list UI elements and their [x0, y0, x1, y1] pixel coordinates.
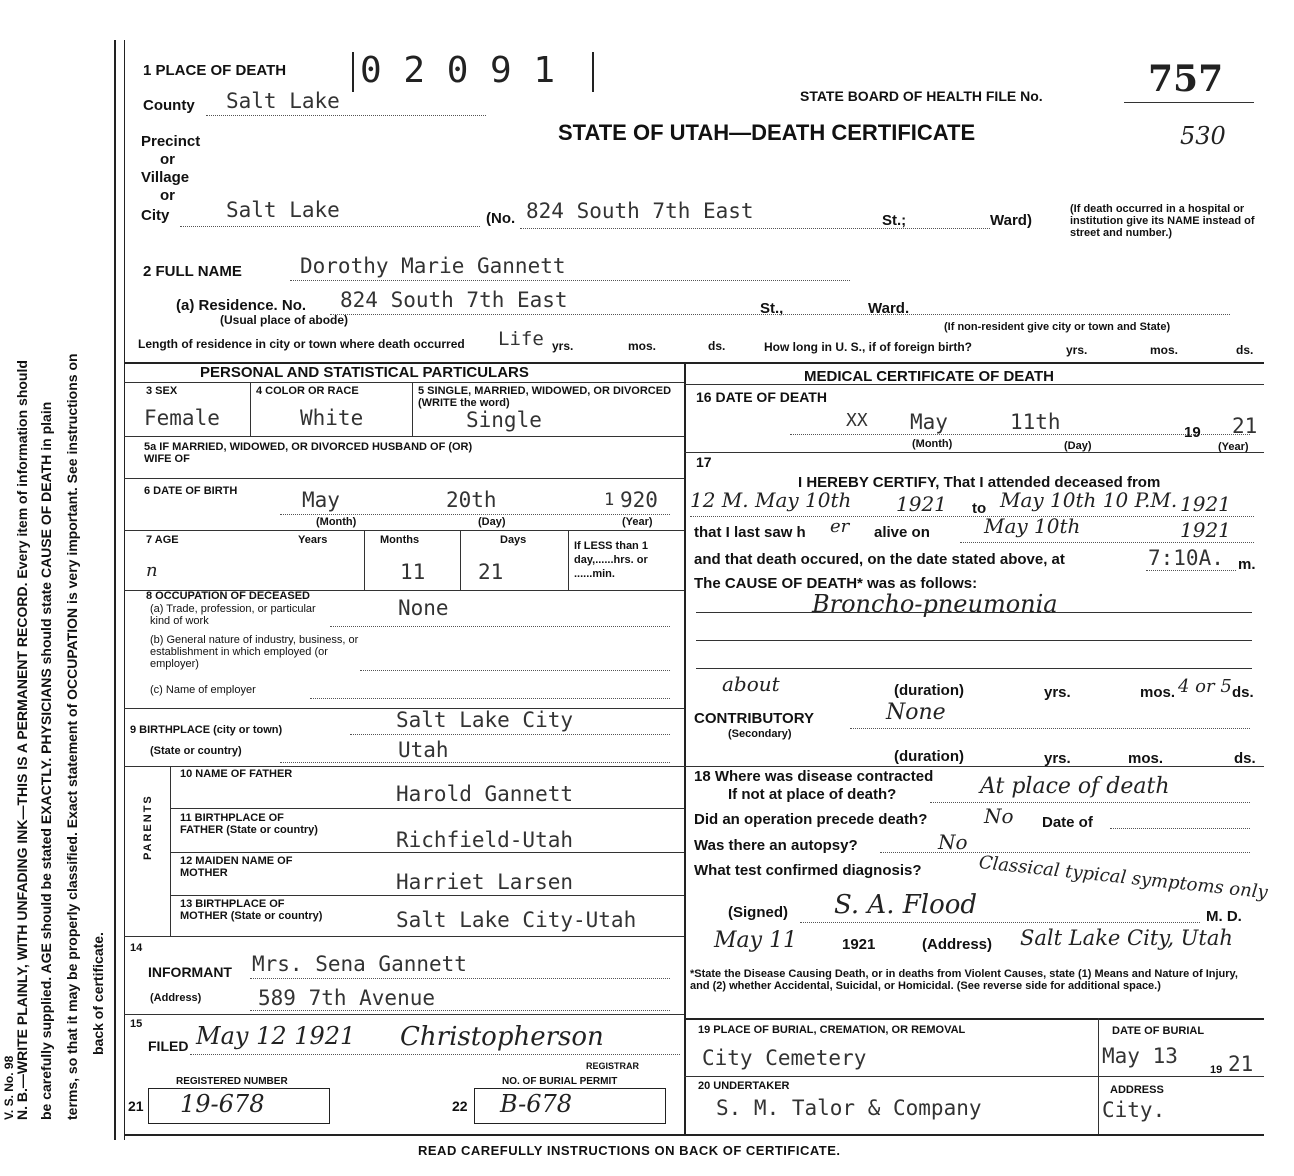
- item-17-number: 17: [696, 454, 712, 470]
- sex-value: Female: [144, 406, 220, 430]
- precinct-label: Precinct: [141, 133, 201, 150]
- informant-label: INFORMANT: [148, 964, 232, 980]
- duration-yrs: yrs.: [1044, 684, 1071, 701]
- length-of-residence-label: Length of residence in city or town where death occurred: [138, 337, 465, 351]
- less-than-label: If LESS than 1 day,......hrs. or ......min.: [574, 540, 648, 580]
- age-months-value: 11: [400, 560, 426, 584]
- undertaker-address-value: City.: [1102, 1098, 1166, 1122]
- undertaker-label: 20 UNDERTAKER: [698, 1080, 790, 1092]
- autopsy-value: No: [938, 830, 968, 854]
- state-file-label: STATE BOARD OF HEALTH FILE No.: [800, 88, 1043, 104]
- attended-from-year: 1921: [896, 492, 947, 516]
- operation-value: No: [984, 804, 1014, 828]
- filed-label: FILED: [148, 1038, 189, 1054]
- occupation-a-label: (a) Trade, profession, or particular kind of work: [150, 603, 316, 627]
- dod-year-caption: (Year): [1218, 441, 1249, 453]
- secondary-label: (Secondary): [728, 728, 792, 740]
- medical-heading: MEDICAL CERTIFICATE OF DEATH: [804, 368, 1054, 385]
- burial-year-prefix: 19: [1210, 1064, 1223, 1076]
- date-of-death-month: May: [910, 410, 948, 434]
- city-value: Salt Lake: [226, 198, 340, 222]
- residence-ward-label: Ward.: [868, 300, 910, 317]
- age-months-label: Months: [380, 534, 420, 546]
- certificate-title: STATE OF UTAH—DEATH CERTIFICATE: [558, 120, 976, 145]
- contracted-question-b: If not at place of death?: [728, 786, 897, 803]
- diagnosis-test-value: Classical typical symptoms only: [977, 852, 1269, 904]
- physician-address-label: (Address): [922, 936, 993, 953]
- margin-instruction-2: be carefully supplied. AGE should be stated EXACTLY. PHYSICIANS should state CAUSE OF DEATH in plain: [38, 401, 54, 1120]
- residence-value: 824 South 7th East: [340, 288, 568, 312]
- city-label: City: [141, 207, 170, 224]
- duration-days: 4 or 5: [1178, 676, 1232, 697]
- signed-label: (Signed): [728, 904, 788, 921]
- attended-to: May 10th 10 P.M.: [1000, 488, 1178, 512]
- length-ds: ds.: [708, 339, 726, 353]
- last-saw-pronoun: er: [830, 516, 850, 537]
- cause-of-death-value: Broncho-pneumonia: [812, 590, 1058, 618]
- margin-vs-number: V. S. No. 98: [2, 1055, 16, 1120]
- birthplace-label: 9 BIRTHPLACE (city or town): [130, 724, 283, 736]
- burial-date-label: DATE OF BURIAL: [1112, 1025, 1205, 1037]
- diagnosis-test-question: What test confirmed diagnosis?: [694, 862, 922, 879]
- last-saw-date: May 10th: [984, 514, 1081, 538]
- operation-question: Did an operation precede death?: [694, 811, 928, 828]
- informant-address-label: (Address): [150, 992, 202, 1004]
- duration-mos-2: mos.: [1128, 750, 1164, 767]
- street-label: St.;: [882, 212, 907, 229]
- autopsy-question: Was there an autopsy?: [694, 837, 858, 854]
- age-days-value: 21: [478, 560, 504, 584]
- occupation-c-label: (c) Name of employer: [150, 684, 256, 696]
- birthplace-state: Utah: [398, 738, 449, 762]
- duration-ds: ds.: [1232, 684, 1254, 701]
- certify-text: I HEREBY CERTIFY, That I attended deceased from: [798, 474, 1161, 491]
- dob-year-caption: (Year): [622, 516, 653, 528]
- father-name: Harold Gannett: [396, 782, 574, 806]
- informant-name: Mrs. Sena Gannett: [252, 952, 467, 976]
- footer-instructions: READ CAREFULLY INSTRUCTIONS ON BACK OF CERTIFICATE.: [418, 1143, 841, 1158]
- burial-permit-value: B-678: [500, 1090, 572, 1118]
- dob-day: 20th: [446, 488, 497, 512]
- date-of-death-year: 21: [1232, 414, 1258, 438]
- alive-on-label: alive on: [874, 524, 930, 541]
- residence-street-label: St.,: [760, 300, 784, 317]
- dob-label: 6 DATE OF BIRTH: [144, 485, 238, 497]
- color-value: White: [300, 406, 364, 430]
- death-time: 7:10A.: [1148, 546, 1224, 570]
- full-name-value: Dorothy Marie Gannett: [300, 254, 566, 278]
- cause-footnote: *State the Disease Causing Death, or in deaths from Violent Causes, state (1) Means and Nature of Injury, and (2) whether Accidental, Suicidal, or Homicidal. (See reverse side for additional space.): [690, 968, 1238, 992]
- occupation-value: None: [398, 596, 449, 620]
- signed-year: 1921: [842, 936, 876, 953]
- mother-name: Harriet Larsen: [396, 870, 574, 894]
- length-mos: mos.: [628, 339, 657, 353]
- age-days-label: Days: [500, 534, 527, 546]
- us-ds: ds.: [1236, 343, 1254, 357]
- birthplace-state-label: (State or country): [150, 745, 242, 757]
- attended-to-year: 1921: [1180, 492, 1231, 516]
- contributory-value: None: [886, 700, 946, 725]
- undertaker-value: S. M. Talor & Company: [716, 1096, 982, 1120]
- burial-permit-label: NO. OF BURIAL PERMIT: [502, 1076, 618, 1087]
- length-of-residence-value: Life: [498, 328, 544, 350]
- dod-day-caption: (Day): [1064, 440, 1092, 452]
- registrar-signature: Christopherson: [400, 1022, 604, 1052]
- duration-prefix: about: [722, 672, 780, 696]
- abode-note: (Usual place of abode): [220, 313, 349, 327]
- sex-label: 3 SEX: [146, 385, 178, 397]
- occupation-b-label: (b) General nature of industry, business, or establishment in which employed (or employer): [150, 634, 359, 670]
- duration-mos: mos.: [1140, 684, 1176, 701]
- attended-from: 12 M. May 10th: [690, 488, 852, 512]
- residence-label: (a) Residence. No.: [176, 297, 307, 314]
- duration-label: (duration): [894, 682, 964, 699]
- attended-to-label: to: [972, 500, 987, 517]
- burial-year-value: 21: [1228, 1052, 1254, 1076]
- dob-day-caption: (Day): [478, 516, 506, 528]
- burial-date-value: May 13: [1102, 1044, 1178, 1068]
- spouse-label: 5a IF MARRIED, WIDOWED, OR DIVORCED HUSBAND OF (OR) WIFE OF: [144, 441, 473, 465]
- age-label: 7 AGE: [146, 534, 179, 546]
- date-of-death-label: 16 DATE OF DEATH: [696, 389, 827, 405]
- father-birthplace-label: 11 BIRTHPLACE OF FATHER (State or country): [180, 812, 318, 836]
- us-yrs: yrs.: [1066, 343, 1088, 357]
- burial-place-label: 19 PLACE OF BURIAL, CREMATION, OR REMOVAL: [698, 1024, 966, 1036]
- father-name-label: 10 NAME OF FATHER: [180, 768, 293, 780]
- death-time-m: m.: [1238, 556, 1256, 573]
- death-occurred-text: and that death occured, on the date stated above, at: [694, 551, 1065, 568]
- age-years-label: Years: [298, 534, 328, 546]
- registered-number-prefix: 21: [128, 1098, 144, 1114]
- date-of-death-prefix: XX: [846, 410, 868, 431]
- date-of-death-day: 11th: [1010, 410, 1061, 434]
- cause-of-death-label: The CAUSE OF DEATH* was as follows:: [694, 575, 978, 592]
- father-birthplace: Richfield-Utah: [396, 828, 574, 852]
- mother-birthplace: Salt Lake City-Utah: [396, 908, 637, 932]
- contributory-label: CONTRIBUTORY: [694, 710, 814, 727]
- length-yrs: yrs.: [552, 339, 574, 353]
- margin-instruction-3: terms, so that it may be properly classified. Exact statement of OCCUPATION is very important. See instructions on: [64, 353, 80, 1120]
- full-name-label: 2 FULL NAME: [143, 263, 242, 280]
- last-saw-text: that I last saw h: [694, 524, 806, 541]
- county-label: County: [143, 97, 195, 114]
- informant-address: 589 7th Avenue: [258, 986, 436, 1010]
- personal-heading: PERSONAL AND STATISTICAL PARTICULARS: [200, 364, 529, 381]
- color-label: 4 COLOR OR RACE: [256, 385, 359, 397]
- certificate-serial-number: 0 2 0 9 1: [360, 50, 556, 91]
- margin-instruction-4: back of certificate.: [90, 932, 106, 1055]
- or-label-1: or: [160, 151, 175, 168]
- or-label-2: or: [160, 187, 175, 204]
- burial-place-value: City Cemetery: [702, 1046, 867, 1070]
- dob-month: May: [302, 488, 340, 512]
- contracted-question: 18 Where was disease contracted: [694, 768, 934, 785]
- marital-value: Single: [466, 408, 542, 432]
- state-file-number: 757: [1148, 58, 1224, 100]
- dob-year-prefix: 1: [604, 490, 615, 510]
- undertaker-address-label: ADDRESS: [1110, 1084, 1164, 1096]
- us-mos: mos.: [1150, 343, 1179, 357]
- street-number-label: (No.: [486, 210, 516, 227]
- us-residence-label: How long in U. S., if of foreign birth?: [764, 340, 972, 354]
- duration-yrs-2: yrs.: [1044, 750, 1071, 767]
- marital-label: 5 SINGLE, MARRIED, WIDOWED, OR DIVORCED (WRITE the word): [418, 385, 672, 409]
- burial-permit-prefix: 22: [452, 1098, 468, 1114]
- mother-birthplace-label: 13 BIRTHPLACE OF MOTHER (State or country): [180, 898, 323, 922]
- registrar-label: REGISTRAR: [586, 1061, 640, 1071]
- birthplace-city: Salt Lake City: [396, 708, 574, 732]
- county-value: Salt Lake: [226, 89, 340, 113]
- dob-month-caption: (Month): [316, 516, 357, 528]
- handwritten-number: 530: [1180, 122, 1226, 150]
- ward-label: Ward): [990, 212, 1032, 229]
- filed-date: May 12 1921: [196, 1022, 356, 1050]
- duration-label-2: (duration): [894, 748, 964, 765]
- occupation-label: 8 OCCUPATION OF DECEASED: [146, 590, 310, 602]
- contracted-value: At place of death: [980, 774, 1170, 799]
- date-of-death-year-prefix: 19: [1184, 424, 1201, 441]
- registered-number-value: 19-678: [180, 1090, 265, 1118]
- place-of-death-label: 1 PLACE OF DEATH: [143, 62, 287, 79]
- physician-signature: S. A. Flood: [834, 890, 978, 920]
- dob-year: 920: [620, 488, 658, 512]
- place-address-value: 824 South 7th East: [526, 199, 754, 223]
- md-label: M. D.: [1206, 908, 1242, 925]
- informant-number: 14: [130, 942, 143, 954]
- last-saw-year: 1921: [1180, 518, 1231, 542]
- registered-number-label: REGISTERED NUMBER: [176, 1076, 288, 1087]
- parents-label: PARENTS: [142, 794, 154, 860]
- village-label: Village: [141, 169, 190, 186]
- age-years-value: n: [146, 560, 158, 581]
- physician-address: Salt Lake City, Utah: [1020, 926, 1233, 950]
- operation-date-label: Date of: [1042, 814, 1093, 831]
- margin-instruction-1: N. B.—WRITE PLAINLY, WITH UNFADING INK—THIS IS A PERMANENT RECORD. Every item of information should: [14, 360, 30, 1120]
- duration-ds-2: ds.: [1234, 750, 1256, 767]
- dod-month-caption: (Month): [912, 438, 953, 450]
- filed-number: 15: [130, 1018, 143, 1030]
- signed-date: May 11: [714, 928, 798, 953]
- non-resident-note: (If non-resident give city or town and State): [944, 321, 1171, 333]
- hospital-note: (If death occurred in a hospital or institution give its NAME instead of street and number.): [1070, 203, 1255, 239]
- mother-name-label: 12 MAIDEN NAME OF MOTHER: [180, 855, 293, 879]
